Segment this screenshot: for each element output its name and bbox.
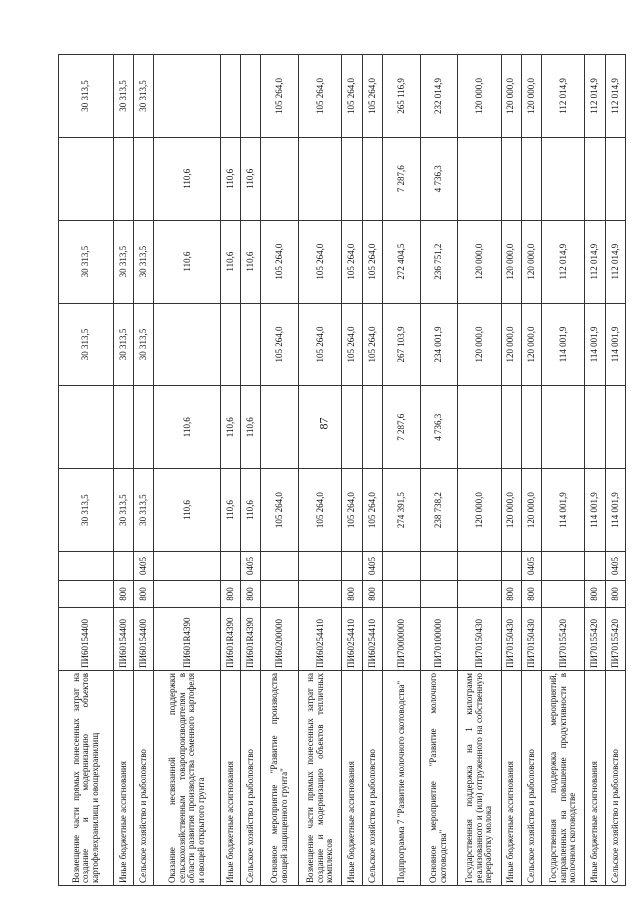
value-regional-1: 114 001,9	[585, 303, 605, 386]
value-regional-2: 112 014,9	[585, 55, 605, 138]
value-total-1: 274 391,5	[382, 469, 420, 552]
value-regional-2: 105 264,0	[299, 55, 342, 138]
value-total-2: 30 313,5	[134, 220, 154, 303]
row-code: ПИ60154400	[59, 608, 114, 671]
row-code: ПИ70000000	[382, 608, 420, 671]
row-description: Государственная поддержка мероприятий, направленных на повышение продуктивности в молочном скотоводстве	[542, 671, 585, 886]
value-total-1: 105 264,0	[362, 469, 382, 552]
row-code: ПИ70150430	[501, 608, 521, 671]
row-code: ПИ70150430	[521, 608, 541, 671]
row-expense-type: 800	[501, 581, 521, 608]
row-description: Иные бюджетные ассигнования	[342, 671, 362, 886]
value-federal-2	[113, 137, 133, 220]
row-expense-type	[382, 581, 420, 608]
value-regional-1: 120 000,0	[521, 303, 541, 386]
row-code: ПИ601R4390	[154, 608, 221, 671]
value-federal-1: 4 736,3	[420, 386, 458, 469]
row-subsection: 0405	[241, 552, 261, 581]
value-total-2: 120 000,0	[458, 220, 501, 303]
row-expense-type: 800	[342, 581, 362, 608]
value-total-2: 105 264,0	[342, 220, 362, 303]
row-description: Подпрограмма 7 "Развитие молочного скотоводства"	[382, 671, 420, 886]
value-regional-1: 114 001,9	[605, 303, 625, 386]
row-subsection	[585, 552, 605, 581]
table-row	[134, 55, 154, 886]
row-subsection	[382, 552, 420, 581]
row-description: Возмещение части прямых понесенных затрат на создание и модернизацию объектов тепличных комплексов	[299, 671, 342, 886]
row-code: ПИ70155420	[542, 608, 585, 671]
value-regional-1: 105 264,0	[342, 303, 362, 386]
value-regional-1	[241, 303, 261, 386]
value-regional-1: 234 001,9	[420, 303, 458, 386]
value-federal-2	[299, 137, 342, 220]
row-expense-type	[420, 581, 458, 608]
row-expense-type	[299, 581, 342, 608]
value-regional-1: 120 000,0	[501, 303, 521, 386]
value-total-2: 272 404,5	[382, 220, 420, 303]
value-regional-2	[154, 55, 221, 138]
value-total-2: 120 000,0	[521, 220, 541, 303]
value-regional-1: 30 313,5	[134, 303, 154, 386]
value-total-2: 30 313,5	[113, 220, 133, 303]
row-code: ПИ60254410	[342, 608, 362, 671]
value-regional-1: 30 313,5	[59, 303, 114, 386]
table-row	[420, 55, 458, 886]
row-code: ПИ70155420	[605, 608, 625, 671]
value-regional-1	[154, 303, 221, 386]
value-total-1: 105 264,0	[299, 469, 342, 552]
row-subsection	[458, 552, 501, 581]
value-federal-1	[342, 386, 362, 469]
row-description: Иные бюджетные ассигнования	[113, 671, 133, 886]
value-total-1: 114 001,9	[605, 469, 625, 552]
value-total-1: 110,6	[154, 469, 221, 552]
value-federal-2	[605, 137, 625, 220]
value-regional-2: 112 014,9	[605, 55, 625, 138]
row-code: ПИ60154400	[113, 608, 133, 671]
value-federal-1	[501, 386, 521, 469]
row-subsection	[154, 552, 221, 581]
row-code: ПИ60154400	[134, 608, 154, 671]
value-federal-2: 110,6	[241, 137, 261, 220]
row-expense-type	[542, 581, 585, 608]
table-row	[113, 55, 133, 886]
value-regional-1: 267 103,9	[382, 303, 420, 386]
value-total-1: 120 000,0	[521, 469, 541, 552]
value-total-1: 110,6	[241, 469, 261, 552]
value-federal-1	[605, 386, 625, 469]
row-expense-type: 800	[521, 581, 541, 608]
value-federal-2	[362, 137, 382, 220]
value-total-1: 105 264,0	[342, 469, 362, 552]
value-total-1: 110,6	[220, 469, 240, 552]
value-federal-1	[362, 386, 382, 469]
value-federal-1	[521, 386, 541, 469]
row-code: ПИ60254410	[299, 608, 342, 671]
value-federal-1	[134, 386, 154, 469]
row-description: Основное мероприятие "Развитие молочного скотоводства"	[420, 671, 458, 886]
value-total-2: 236 751,2	[420, 220, 458, 303]
row-expense-type	[458, 581, 501, 608]
value-total-2: 105 264,0	[362, 220, 382, 303]
value-regional-1: 114 001,9	[542, 303, 585, 386]
table-row	[585, 55, 605, 886]
row-subsection: 0405	[605, 552, 625, 581]
value-total-2: 105 264,0	[299, 220, 342, 303]
value-total-2: 112 014,9	[585, 220, 605, 303]
value-total-2: 112 014,9	[605, 220, 625, 303]
row-description: Сельское хозяйство и рыболовство	[521, 671, 541, 886]
row-subsection	[299, 552, 342, 581]
value-regional-2: 120 000,0	[521, 55, 541, 138]
row-subsection: 0405	[134, 552, 154, 581]
table-row	[299, 55, 342, 886]
table-row	[605, 55, 625, 886]
row-description: Возмещение части прямых понесенных затрат на создание и модернизацию объектов картофелехранилищ и овощехранилищ	[59, 671, 114, 886]
row-expense-type: 800	[134, 581, 154, 608]
value-regional-2: 30 313,5	[134, 55, 154, 138]
value-federal-1: 110,6	[220, 386, 240, 469]
value-federal-1: 7 287,6	[382, 386, 420, 469]
row-expense-type	[154, 581, 221, 608]
row-subsection: 0405	[521, 552, 541, 581]
row-description: Основное мероприятие "Развитие производства овощей защищенного грунта"	[261, 671, 299, 886]
value-total-2: 110,6	[241, 220, 261, 303]
row-description: Сельское хозяйство и рыболовство	[241, 671, 261, 886]
value-regional-2	[220, 55, 240, 138]
row-expense-type: 800	[113, 581, 133, 608]
row-subsection	[342, 552, 362, 581]
value-regional-2: 120 000,0	[501, 55, 521, 138]
value-total-1: 30 313,5	[113, 469, 133, 552]
row-expense-type: 800	[585, 581, 605, 608]
row-expense-type: 800	[362, 581, 382, 608]
table-row	[261, 55, 299, 886]
row-subsection	[261, 552, 299, 581]
row-subsection	[420, 552, 458, 581]
table-row	[501, 55, 521, 886]
value-federal-2: 7 287,6	[382, 137, 420, 220]
value-federal-1	[113, 386, 133, 469]
row-description: Иные бюджетные ассигнования	[501, 671, 521, 886]
table-row	[59, 55, 114, 886]
row-subsection	[59, 552, 114, 581]
row-subsection	[501, 552, 521, 581]
value-federal-1	[542, 386, 585, 469]
value-federal-2	[261, 137, 299, 220]
row-subsection	[113, 552, 133, 581]
table-row	[342, 55, 362, 886]
value-regional-2: 105 264,0	[261, 55, 299, 138]
value-regional-1: 105 264,0	[261, 303, 299, 386]
value-total-1: 120 000,0	[458, 469, 501, 552]
row-code: ПИ601R4390	[241, 608, 261, 671]
value-regional-2: 265 116,9	[382, 55, 420, 138]
value-total-2: 30 313,5	[59, 220, 114, 303]
row-subsection	[542, 552, 585, 581]
value-total-1: 105 264,0	[261, 469, 299, 552]
value-federal-2	[342, 137, 362, 220]
row-code: ПИ601R4390	[220, 608, 240, 671]
value-federal-2: 110,6	[220, 137, 240, 220]
value-federal-1: 110,6	[154, 386, 221, 469]
value-total-1: 238 738,2	[420, 469, 458, 552]
value-federal-1: 110,6	[241, 386, 261, 469]
row-description: Государственная поддержка на 1 килограмм реализованного и (или) отгруженного на собственную переработку молока	[458, 671, 501, 886]
budget-table	[58, 54, 626, 886]
row-description: Сельское хозяйство и рыболовство	[362, 671, 382, 886]
value-regional-1	[220, 303, 240, 386]
value-regional-2: 30 313,5	[59, 55, 114, 138]
value-federal-2	[585, 137, 605, 220]
table-row	[382, 55, 420, 886]
value-total-1: 120 000,0	[501, 469, 521, 552]
table-row	[362, 55, 382, 886]
value-federal-1	[299, 386, 342, 469]
row-code: ПИ70155420	[585, 608, 605, 671]
row-expense-type: 800	[241, 581, 261, 608]
value-federal-2: 110,6	[154, 137, 221, 220]
value-regional-2: 105 264,0	[342, 55, 362, 138]
table-row	[220, 55, 240, 886]
row-subsection: 0405	[362, 552, 382, 581]
value-regional-2: 232 014,9	[420, 55, 458, 138]
value-federal-2: 4 736,3	[420, 137, 458, 220]
row-code: ПИ70100000	[420, 608, 458, 671]
value-regional-1: 120 000,0	[458, 303, 501, 386]
row-code: ПИ60200000	[261, 608, 299, 671]
table-row	[521, 55, 541, 886]
value-total-2: 110,6	[154, 220, 221, 303]
value-regional-2: 105 264,0	[362, 55, 382, 138]
row-expense-type: 800	[220, 581, 240, 608]
value-total-2: 105 264,0	[261, 220, 299, 303]
value-regional-1: 105 264,0	[362, 303, 382, 386]
value-federal-1	[585, 386, 605, 469]
value-total-2: 120 000,0	[501, 220, 521, 303]
value-federal-1	[261, 386, 299, 469]
value-federal-1	[59, 386, 114, 469]
row-expense-type	[59, 581, 114, 608]
row-description: Оказание несвязанной поддержки сельскохозяйственным товаропроизводителям в области развития производства семенного картофеля и овощей открытого грунта	[154, 671, 221, 886]
row-description: Сельское хозяйство и рыболовство	[605, 671, 625, 886]
row-expense-type	[261, 581, 299, 608]
value-total-1: 30 313,5	[59, 469, 114, 552]
value-total-1: 114 001,9	[542, 469, 585, 552]
value-total-2: 112 014,9	[542, 220, 585, 303]
value-regional-1: 30 313,5	[113, 303, 133, 386]
table-row	[154, 55, 221, 886]
row-expense-type: 800	[605, 581, 625, 608]
value-total-2: 110,6	[220, 220, 240, 303]
page-number: 87	[316, 417, 331, 430]
value-federal-2	[501, 137, 521, 220]
row-description: Иные бюджетные ассигнования	[220, 671, 240, 886]
value-regional-1: 105 264,0	[299, 303, 342, 386]
budget-table-body	[59, 55, 626, 886]
value-federal-2	[134, 137, 154, 220]
value-regional-2	[241, 55, 261, 138]
value-total-1: 30 313,5	[134, 469, 154, 552]
value-federal-2	[521, 137, 541, 220]
value-total-1: 114 001,9	[585, 469, 605, 552]
table-row	[458, 55, 501, 886]
value-federal-1	[458, 386, 501, 469]
row-description: Сельское хозяйство и рыболовство	[134, 671, 154, 886]
value-federal-2	[542, 137, 585, 220]
row-code: ПИ60254410	[362, 608, 382, 671]
value-regional-2: 120 000,0	[458, 55, 501, 138]
row-description: Иные бюджетные ассигнования	[585, 671, 605, 886]
value-federal-2	[458, 137, 501, 220]
row-code: ПИ70150430	[458, 608, 501, 671]
table-row	[542, 55, 585, 886]
budget-table-rotated	[58, 54, 626, 886]
row-subsection	[220, 552, 240, 581]
value-regional-2: 112 014,9	[542, 55, 585, 138]
value-regional-2: 30 313,5	[113, 55, 133, 138]
table-row	[241, 55, 261, 886]
value-federal-2	[59, 137, 114, 220]
